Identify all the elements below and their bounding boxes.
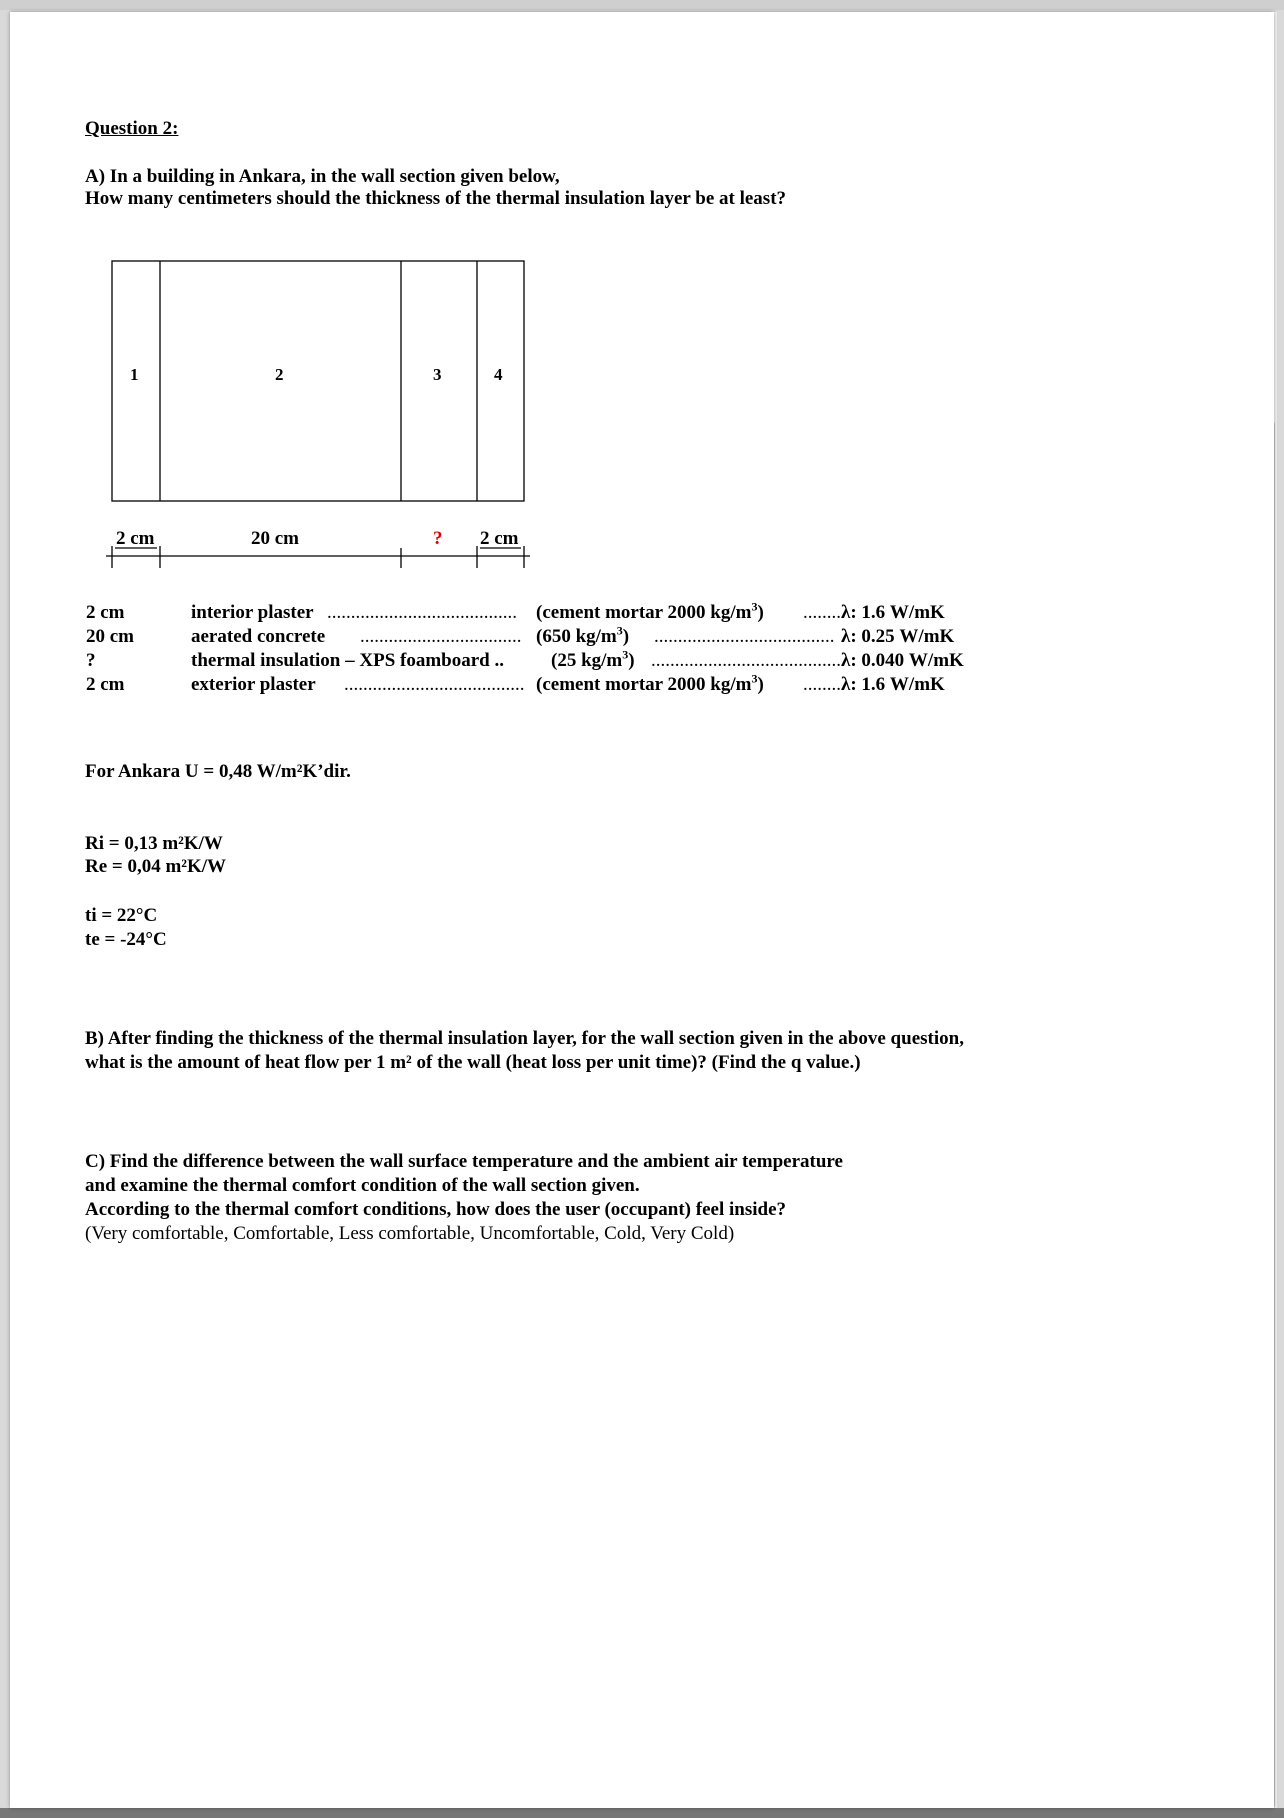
material-name: thermal insulation – XPS foamboard .. bbox=[191, 650, 504, 671]
re-value: Re = 0,04 m²K/W bbox=[85, 856, 227, 877]
material-name: exterior plaster bbox=[191, 674, 316, 695]
material-lambda: λ: 0.040 W/mK bbox=[841, 650, 964, 671]
dimension-label-unknown: ? bbox=[433, 528, 443, 549]
part-c-line-3: According to the thermal comfort conditions, how does the user (occupant) feel inside? bbox=[85, 1199, 786, 1220]
dimension-label-1: 2 cm bbox=[116, 528, 155, 549]
material-spec: (25 kg/m bbox=[551, 650, 623, 671]
material-spec: (650 kg/m bbox=[536, 626, 617, 647]
ri-value: Ri = 0,13 m²K/W bbox=[85, 833, 223, 854]
te-value: te = -24°C bbox=[85, 929, 167, 950]
layer-number-2: 2 bbox=[275, 365, 284, 384]
viewer-top-edge bbox=[0, 0, 1284, 10]
material-lambda: λ: 0.25 W/mK bbox=[841, 626, 955, 647]
layer-number-1: 1 bbox=[130, 365, 139, 384]
question-title: Question 2: bbox=[85, 118, 179, 139]
layer-number-3: 3 bbox=[433, 365, 442, 384]
document-page: Question 2: A) In a building in Ankara, in the wall section given below, How many centimeters should the thickness of the thermal insulation layer be at least? 1 2 3 4 2 cm 20 cm ? 2 cm 2 cm interior plaster ........................................ (cement mortar 2000 $kg/m^3$) ........ λ: 1.6 W/mK 20 cm aerated concrete .................................. (650 $kg/m^3$) ...................................... λ: 0.25 W/mK ? thermal insulation – XPS foamboard .. (25 $kg/m^3$) ........................................ λ: 0.040 W/mK 2 cm exterior plaster ...................................... (cement mortar 2000 $kg/m^3$) ........ λ: 1.6 W/mK For Ankara U = 0,48 W/m²K’dir. Ri = 0,13 m²K/W Re = 0,04 m²K/W ti = 22°C te = -24°C B) After finding the thickness of the thermal insulation layer, for the wall section given in the above question, what is the amount of heat flow per 1 m² of the wall (heat loss per unit time)? (Find the q value.) C) Find the difference between the wall surface temperature and the ambient air temperature and examine the thermal comfort condition of the wall section given. According to the thermal comfort conditions, how does the user (occupant) feel inside? (Very comfortable, Comfortable, Less comfortable, Uncomfortable, Cold, Very Cold) bbox=[10, 12, 1274, 1808]
ti-value: ti = 22°C bbox=[85, 905, 158, 926]
material-lambda: λ: 1.6 W/mK bbox=[841, 674, 945, 695]
wall-section-diagram bbox=[10, 12, 1274, 612]
material-thickness: ? bbox=[86, 650, 96, 671]
part-c-line-4: (Very comfortable, Comfortable, Less comfortable, Uncomfortable, Cold, Very Cold) bbox=[85, 1223, 735, 1244]
material-thickness: 20 cm bbox=[86, 626, 135, 647]
material-name: aerated concrete bbox=[191, 626, 326, 647]
wall-outline bbox=[112, 261, 524, 501]
part-a-line-2: How many centimeters should the thickness of the thermal insulation layer be at least? bbox=[85, 188, 787, 209]
material-spec: (cement mortar 2000 kg/m bbox=[536, 602, 752, 623]
material-spec: (cement mortar 2000 kg/m bbox=[536, 674, 752, 695]
part-b-line-2: what is the amount of heat flow per 1 m² of the wall (heat loss per unit time)? (Find the q value.) bbox=[85, 1052, 861, 1073]
viewer-bottom-bar bbox=[0, 1808, 1284, 1818]
part-b-line-1: B) After finding the thickness of the thermal insulation layer, for the wall section given in the above question, bbox=[85, 1028, 964, 1049]
part-c-line-1: C) Find the difference between the wall surface temperature and the ambient air temperature bbox=[85, 1151, 843, 1172]
ankara-u-value: For Ankara U = 0,48 W/m²K’dir. bbox=[85, 761, 351, 782]
dimension-label-2: 20 cm bbox=[251, 528, 300, 549]
dimension-label-4: 2 cm bbox=[480, 528, 519, 549]
material-name: interior plaster bbox=[191, 602, 314, 623]
part-a-line-1: A) In a building in Ankara, in the wall section given below, bbox=[85, 166, 560, 187]
material-thickness: 2 cm bbox=[86, 674, 125, 695]
part-c-line-2: and examine the thermal comfort condition of the wall section given. bbox=[85, 1175, 640, 1196]
material-thickness: 2 cm bbox=[86, 602, 125, 623]
layer-number-4: 4 bbox=[494, 365, 503, 384]
material-lambda: λ: 1.6 W/mK bbox=[841, 602, 945, 623]
